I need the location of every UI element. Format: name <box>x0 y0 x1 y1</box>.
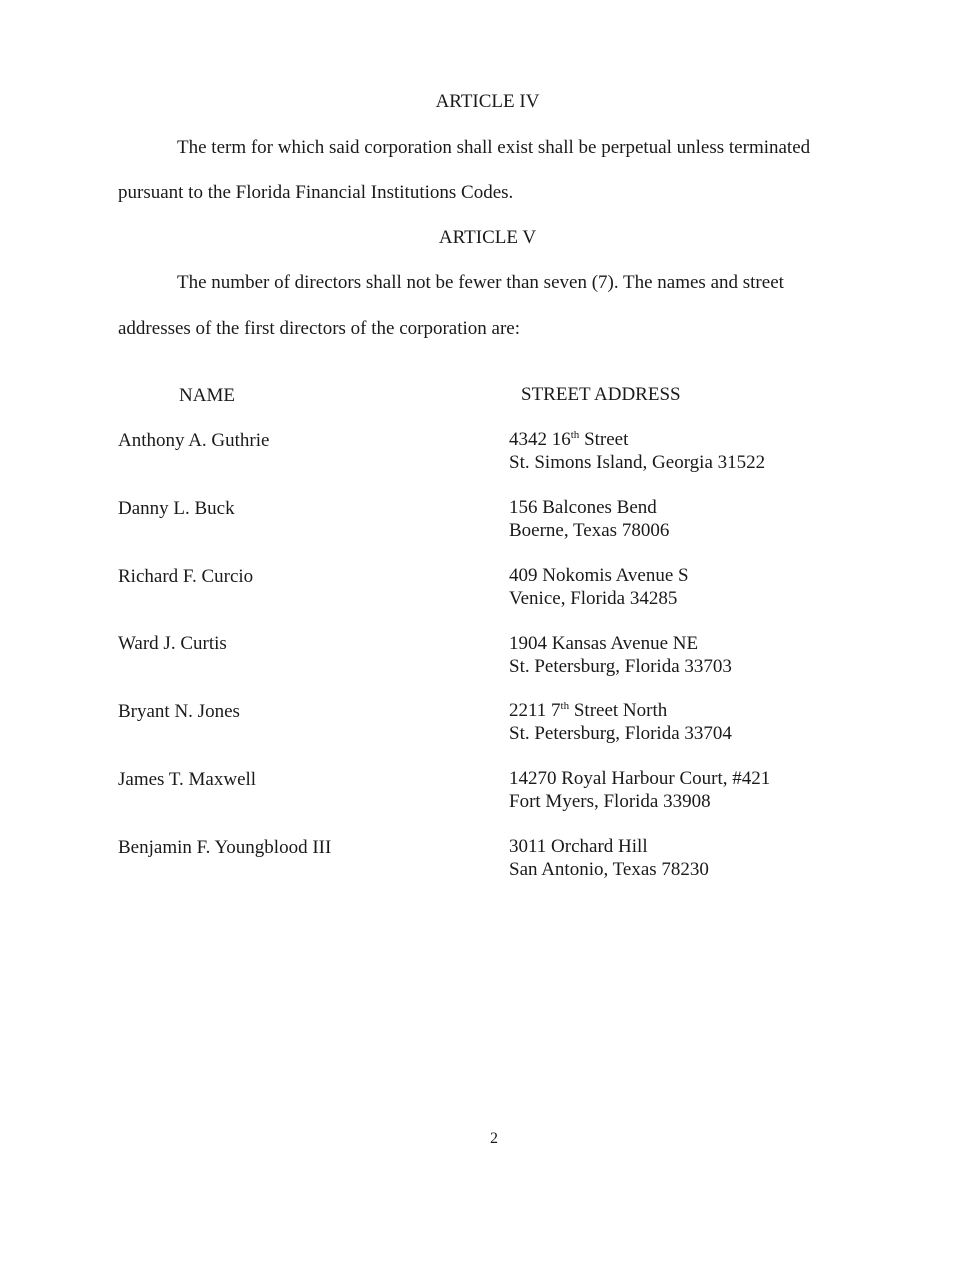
director-name: Benjamin F. Youngblood III <box>118 837 332 858</box>
article-v-text-line-1: The number of directors shall not be fewer than seven (7). The names and street <box>177 272 784 293</box>
director-address <box>509 632 732 678</box>
article-iv-text-line-1: The term for which said corporation shall exist shall be perpetual unless terminated <box>177 137 811 158</box>
director-address <box>509 835 709 881</box>
director-address <box>509 564 689 610</box>
address-street: 14270 Royal Harbour Court, #421 <box>509 768 771 789</box>
article-iv-text-line-2: pursuant to the Florida Financial Institutions Codes. <box>118 182 514 203</box>
director-address <box>509 767 770 813</box>
address-city: St. Petersburg, Florida 33703 <box>509 656 732 677</box>
director-name: Richard F. Curcio <box>118 566 254 587</box>
address-street: 4342 16th Street <box>509 429 629 450</box>
page-number: 2 <box>490 1130 498 1147</box>
address-street: 2211 7th Street North <box>509 700 668 721</box>
director-name: Anthony A. Guthrie <box>118 430 270 451</box>
director-name: Ward J. Curtis <box>118 633 227 654</box>
address-city: St. Petersburg, Florida 33704 <box>509 723 732 744</box>
address-street: 3011 Orchard Hill <box>509 836 648 857</box>
director-address <box>509 428 765 474</box>
address-city: Venice, Florida 34285 <box>509 588 678 609</box>
article-iv-heading: ARTICLE IV <box>435 91 540 112</box>
address-street: 1904 Kansas Avenue NE <box>509 633 699 654</box>
article-v-text-line-2: addresses of the first directors of the corporation are: <box>118 318 521 339</box>
address-city: Boerne, Texas 78006 <box>509 520 670 541</box>
article-v-heading: ARTICLE V <box>438 227 537 248</box>
name-column-header: NAME <box>179 385 235 406</box>
director-name: James T. Maxwell <box>118 769 257 790</box>
address-street: 409 Nokomis Avenue S <box>509 565 689 586</box>
address-street: 156 Balcones Bend <box>509 497 657 518</box>
director-name: Bryant N. Jones <box>118 701 240 722</box>
address-city: St. Simons Island, Georgia 31522 <box>509 452 766 473</box>
director-address <box>509 496 669 542</box>
address-city: Fort Myers, Florida 33908 <box>509 791 711 812</box>
director-address <box>509 699 732 745</box>
director-name: Danny L. Buck <box>118 498 235 519</box>
address-column-header: STREET ADDRESS <box>521 384 681 405</box>
address-city: San Antonio, Texas 78230 <box>509 859 709 880</box>
